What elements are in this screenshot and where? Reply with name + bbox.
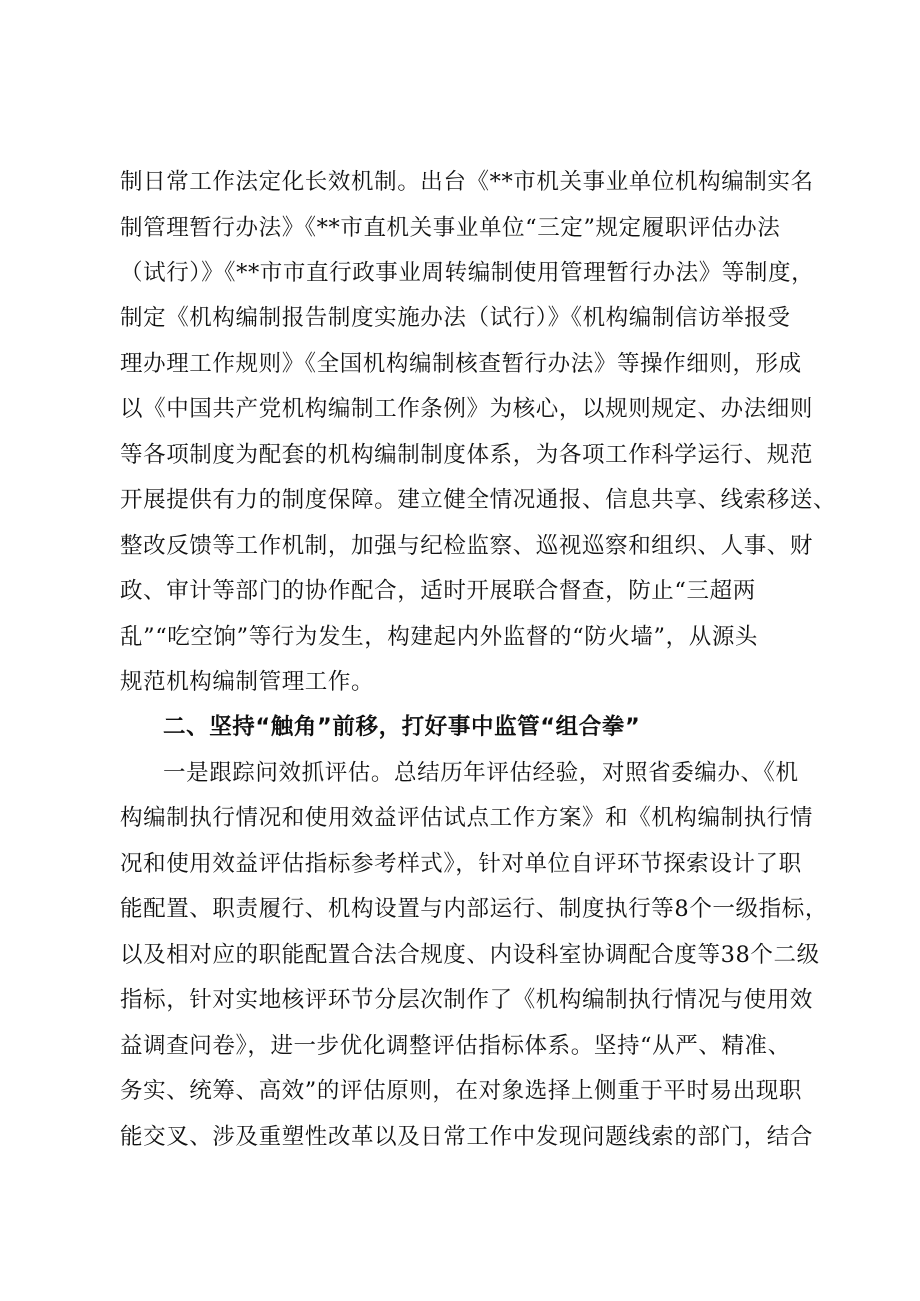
paragraph-2-line: 指标，针对实地核评环节分层次制作了《机构编制执行情况与使用效 [120, 987, 814, 1013]
paragraph-2-line: 以及相对应的职能配置合法合规度、内设科室协调配合度等38个二级 [120, 942, 820, 968]
paragraph-2-line: 能配置、职责履行、机构设置与内部运行、制度执行等8个一级指标， [120, 896, 828, 922]
paragraph-1-line: 制管理暂行办法》《**市直机关事业单位“三定”规定履职评估办法 [120, 215, 781, 241]
paragraph-1-line: 理办理工作规则》《全国机构编制核查暂行办法》等操作细则，形成 [120, 351, 802, 377]
paragraph-1-line: 规范机构编制管理工作。 [120, 669, 375, 695]
paragraph-1-line: 整改反馈等工作机制，加强与纪检监察、巡视巡察和组织、人事、财 [120, 533, 814, 559]
paragraph-1-line: 制日常工作法定化长效机制。出台《**市机关事业单位机构编制实名 [120, 169, 814, 195]
paragraph-1-line: （试行）》《**市市直行政事业周转编制使用管理暂行办法》等制度， [120, 260, 815, 286]
paragraph-1-line: 等各项制度为配套的机构编制制度体系，为各项工作科学运行、规范 [120, 442, 814, 468]
paragraph-1-line: 政、审计等部门的协作配合，适时开展联合督查，防止“三超两 [120, 578, 756, 604]
paragraph-2-line: 构编制执行情况和使用效益评估试点工作方案》和《机构编制执行情 [120, 805, 814, 831]
paragraph-2-line: 务实、统筹、高效”的评估原则，在对象选择上侧重于平时易出现职 [120, 1078, 803, 1104]
paragraph-1-line: 制定《机构编制报告制度实施办法（试行）》《机构编制信访举报受 [120, 305, 791, 331]
section-heading: 二、坚持“触角”前移，打好事中监管“组合拳” [163, 714, 641, 740]
paragraph-2-line: 况和使用效益评估指标参考样式》，针对单位自评环节探索设计了职 [120, 851, 802, 877]
paragraph-2-line: 能交叉、涉及重塑性改革以及日常工作中发现问题线索的部门，结合 [120, 1124, 814, 1150]
paragraph-1-line: 开展提供有力的制度保障。建立健全情况通报、信息共享、线索移送、 [120, 487, 837, 513]
paragraph-2-line: 一是跟踪问效抓评估。总结历年评估经验，对照省委编办、《机 [163, 760, 799, 786]
paragraph-1-line: 以《中国共产党机构编制工作条例》为核心，以规则规定、办法细则 [120, 396, 814, 422]
paragraph-1-line: 乱”“吃空饷”等行为发生，构建起内外监督的“防火墙”，从源头 [120, 624, 759, 650]
paragraph-2-line: 益调查问卷》，进一步优化调整评估指标体系。坚持“从严、精准、 [120, 1033, 791, 1059]
